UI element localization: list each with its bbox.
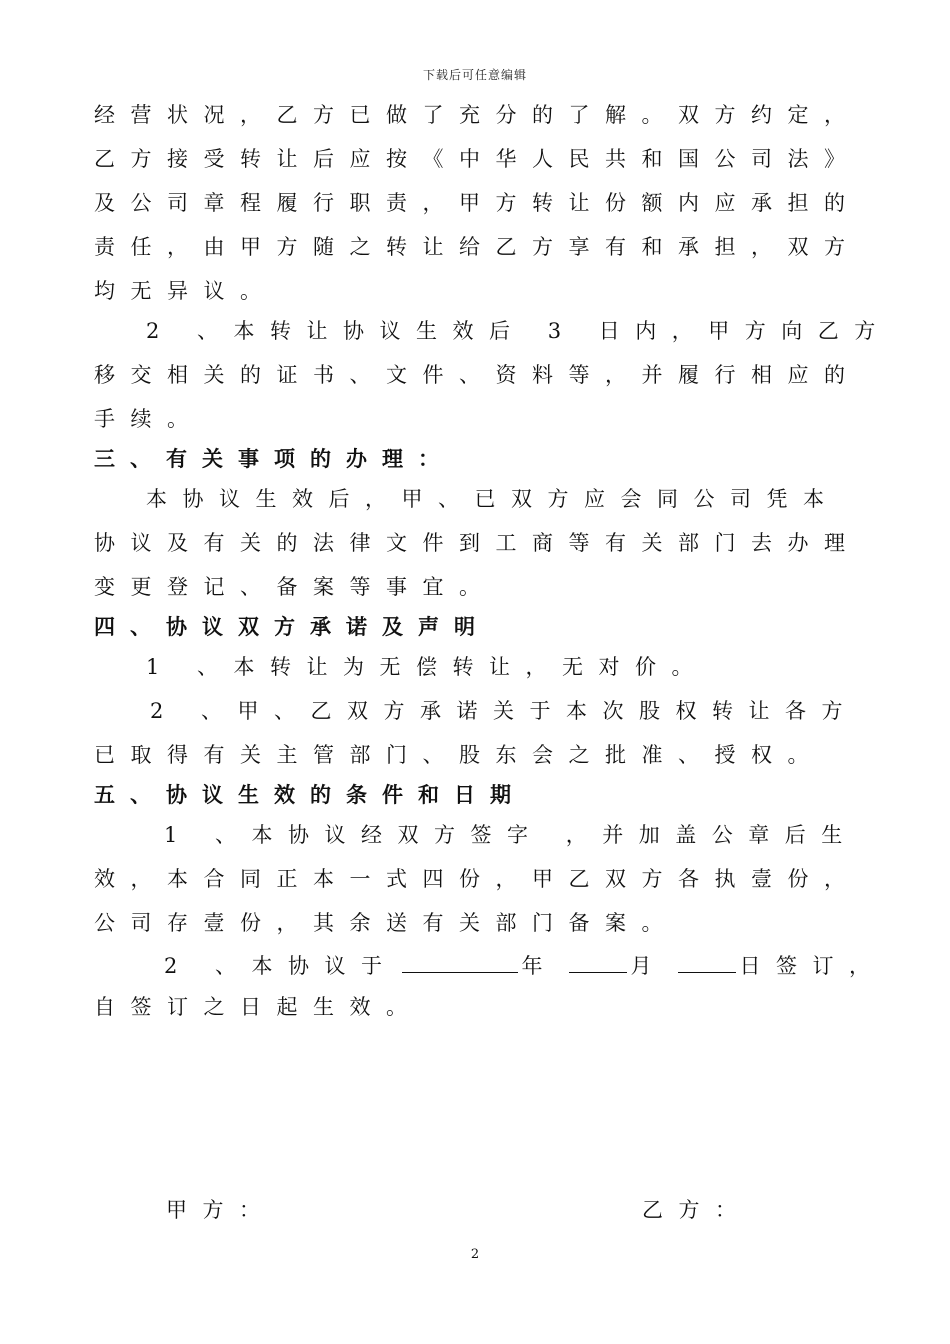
section3-line3: 变更登记、备案等事宜。 <box>94 575 496 599</box>
section5-item1-line3: 公司存壹份，其余送有关部门备案。 <box>94 911 678 935</box>
para2-line1: 2 、本转让协议生效后 3 日内，甲方向乙方 <box>146 319 891 343</box>
section4-item2-line2: 已取得有关主管部门、股东会之批准、授权。 <box>94 743 824 767</box>
section5-item1-line1: 1 、本协议经双方签字 ，并加盖公章后生 <box>164 823 858 847</box>
para1-line3: 及公司章程履行职责，甲方转让份额内应承担的 <box>94 191 861 215</box>
section4-heading: 四、协议双方承诺及声明 <box>94 615 490 639</box>
para1-line1: 经营状况，乙方已做了充分的了解。双方约定， <box>94 103 861 127</box>
section5-item2-day: 日签订， <box>739 954 886 978</box>
section3-line2: 协议及有关的法律文件到工商等有关部门去办理 <box>94 531 861 555</box>
year-blank <box>402 950 518 973</box>
signature-party-b: 乙方： <box>642 1198 752 1222</box>
page-header-note: 下载后可任意编辑 <box>422 68 527 82</box>
para2-line2: 移交相关的证书、文件、资料等，并履行相应的 <box>94 363 861 387</box>
section5-item2-line1 <box>164 950 886 980</box>
section5-item2-line2: 自签订之日起生效。 <box>94 995 423 1019</box>
section5-item2-prefix: 2 、本协议于 <box>164 954 398 978</box>
section5-heading: 五、协议生效的条件和日期 <box>94 783 526 807</box>
section5-item1-line2: 效，本合同正本一式四份，甲乙双方各执壹份， <box>94 867 861 891</box>
section3-heading: 三、有关事项的办理： <box>94 447 454 471</box>
para1-line2: 乙方接受转让后应按《中华人民共和国公司法》 <box>94 147 861 171</box>
page-number: 2 <box>470 1247 480 1262</box>
section5-item2-month: 月 <box>630 954 652 978</box>
section5-item2-year: 年 <box>521 954 543 978</box>
section4-item1: 1 、本转让为无偿转让，无对价。 <box>146 655 709 679</box>
section3-line1: 本协议生效后，甲、已双方应会同公司凭本 <box>146 487 840 511</box>
section4-item2-line1: 2 、甲、乙双方承诺关于本次股权转让各方 <box>150 699 859 723</box>
para1-line4: 责任，由甲方随之转让给乙方享有和承担，双方 <box>94 235 861 259</box>
month-blank <box>569 950 627 973</box>
para1-line5: 均无异议。 <box>94 279 277 303</box>
para2-line3: 手续。 <box>94 407 204 431</box>
day-blank <box>678 950 736 973</box>
signature-party-a: 甲方： <box>166 1198 276 1222</box>
